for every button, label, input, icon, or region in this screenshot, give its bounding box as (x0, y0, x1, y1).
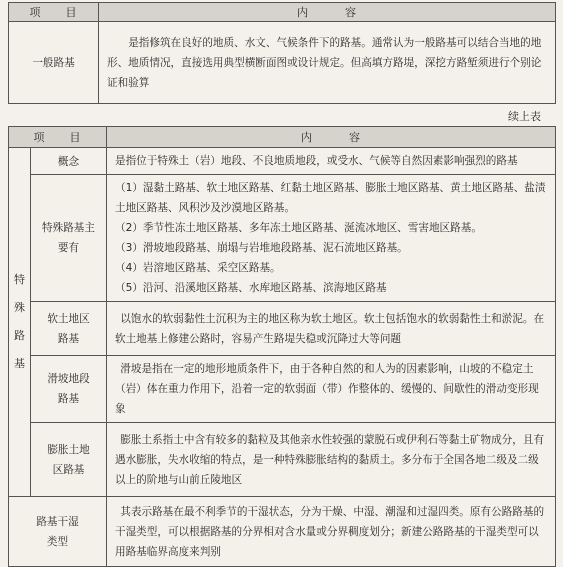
table-header-row (9, 3, 556, 22)
table-row (9, 302, 556, 356)
row-content (107, 148, 556, 175)
table-row (9, 22, 556, 104)
row-item-text: 膨胀土地区路基 (47, 443, 90, 476)
row-content-line: 是指位于特殊土（岩）地段、不良地质地段，或受水、气候等自然因素影响强烈的路基 (115, 155, 518, 167)
row-content (107, 423, 556, 497)
group-label-special-subgrade (9, 148, 31, 497)
header-item: 项 目 (9, 3, 99, 22)
row-content (107, 497, 556, 567)
row-content (107, 302, 556, 356)
table-general-subgrade (8, 2, 556, 104)
row-item-text: 滑坡地段路基 (47, 373, 90, 405)
row-content (107, 175, 556, 302)
row-item-text: 特殊路基主要有 (42, 222, 95, 254)
row-content (107, 356, 556, 423)
row-content-line: （3）滑坡地段路基、崩塌与岩堆地段路基、泥石流地区路基。 (115, 242, 408, 254)
row-content-line: 其表示路基在最不利季节的干湿状态，分为干燥、中湿、潮湿和过湿四类。原有公路路基的干湿类型，可以根据路基的分界相对含水量或分界稠度划分；新建公路路基的干湿类型可以用路基临界高度来判别 (115, 505, 545, 558)
table-row (9, 423, 556, 497)
row-item: 概念 (31, 148, 107, 175)
table-row (9, 497, 556, 567)
table-header-row (9, 127, 556, 148)
row-content (99, 22, 556, 104)
row-item-text: 路基干湿类型 (36, 515, 79, 548)
group-label-char: 特 (14, 273, 25, 286)
table-row (9, 356, 556, 423)
row-item (31, 302, 107, 356)
row-content-text: 是指修筑在良好的地质、水文、气候条件下的路基。通常认为一般路基可以结合当地的地形、地质情况，直接选用典型横断面图或设计规定。但高填方路堤，深挖方路堑须进行个别论证和验算 (107, 36, 542, 89)
row-item (31, 423, 107, 497)
row-content-line: （4）岩溶地区路基、采空区路基。 (115, 262, 281, 274)
row-item (31, 175, 107, 302)
table-row (9, 175, 556, 302)
row-item: 一般路基 (9, 22, 99, 104)
row-content-line: （1）湿黏土路基、软土地区路基、红黏土地区路基、膨胀土地区路基、黄土地区路基、盐渍土地区路基、风积沙及沙漠地区路基。 (115, 182, 546, 214)
row-content-line: 以饱水的软弱黏性土沉积为主的地区称为软土地区。软土包括饱水的软弱黏性土和淤泥。在软土地基上修建公路时，容易产生路堤失稳或沉降过大等问题 (115, 312, 545, 345)
group-label-char: 基 (14, 357, 25, 370)
row-item-text: 软土地区路基 (47, 312, 90, 345)
row-content-line: （5）沿河、沿溪地区路基、水库地区路基、滨海地区路基 (115, 282, 387, 294)
header-item: 项 目 (9, 127, 107, 148)
table-special-subgrade (8, 126, 556, 567)
continuation-note: 续上表 (508, 110, 541, 123)
row-item (9, 497, 107, 567)
row-content-line: 膨胀土系指土中含有较多的黏粒及其他亲水性较强的蒙脱石或伊利石等黏土矿物成分，且有遇水膨胀，失水收缩的特点，是一种特殊膨胀结构的黏质土。多分布于全国各地二级及二级以上的阶地与山前丘陵地区 (115, 433, 545, 486)
row-content-line: （2）季节性冻土地区路基、多年冻土地区路基、涎流冰地区、雪害地区路基。 (115, 222, 482, 234)
group-label-char: 殊 (14, 301, 25, 314)
table-row (9, 148, 556, 175)
header-content: 内 容 (107, 127, 556, 148)
header-content: 内 容 (99, 3, 556, 22)
row-item (31, 356, 107, 423)
group-label-char: 路 (14, 329, 25, 342)
row-content-line: 滑坡是指在一定的地形地质条件下，由于各种自然的和人为的因素影响，山坡的不稳定土（岩）体在重力作用下，沿着一定的软弱面（带）作整体的、缓慢的、间歇性的滑动变形现象 (115, 363, 539, 415)
